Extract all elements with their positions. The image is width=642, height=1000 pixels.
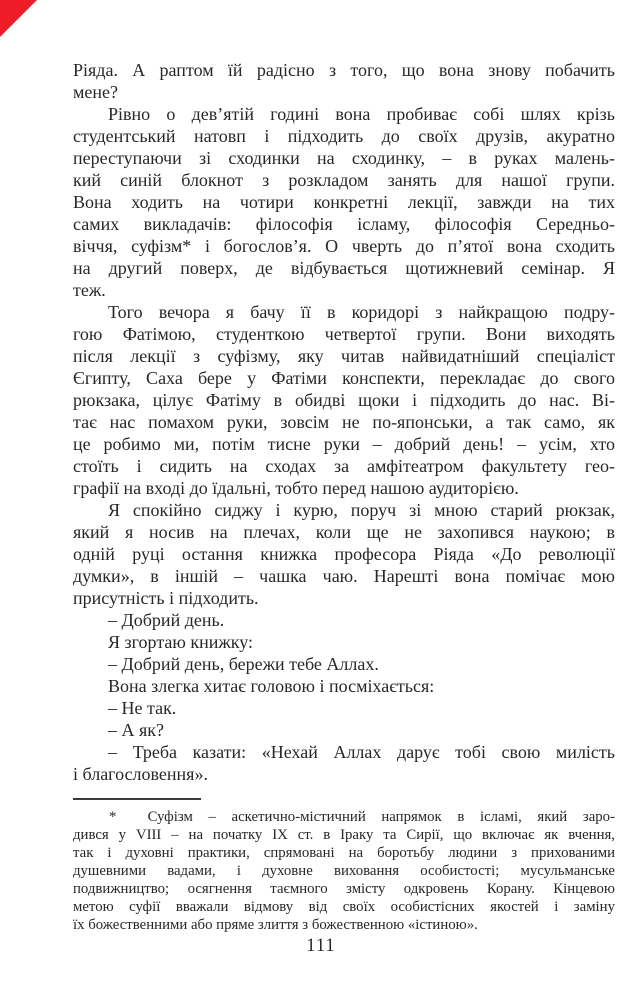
text-line: – А як? xyxy=(108,720,165,740)
text-line: метою суфії вважали відмову від своїх особистісних якостей і заміну xyxy=(73,899,615,915)
text-line: * Суфізм – аскетично-містичний напрямок в ісламі, який заро- xyxy=(109,809,615,825)
text-line: тає нас помахом руки, зовсім не по-японськи, а так само, як xyxy=(73,412,615,432)
paragraph xyxy=(73,719,615,741)
page-number: 111 xyxy=(306,936,336,956)
text-line: кий синій блокнот з розкладом занять для нашої групи. xyxy=(73,170,615,190)
paragraph xyxy=(73,808,615,934)
text-line: присутність і підходить. xyxy=(73,588,259,608)
text-line: одній руці остання книжка професора Ріяда «До революції xyxy=(73,544,615,564)
text-line: так і духовні практики, спрямовані на боротьбу людини з прихованими xyxy=(73,845,615,861)
text-line: після лекції з суфізму, яку читав найвидатніший спеціаліст xyxy=(73,346,615,366)
text-line: – Не так. xyxy=(108,698,177,718)
text-line: Я спокійно сиджу і курю, поруч зі мною старий рюкзак, xyxy=(108,500,615,520)
text-line: Рівно о дев’ятій годині вона пробиває собі шлях крізь xyxy=(108,104,615,124)
text-line: і благословення». xyxy=(73,764,208,784)
text-line: студентський натовп і підходить до своїх друзів, акуратно xyxy=(73,126,615,146)
paragraph xyxy=(73,59,615,103)
paragraph xyxy=(73,499,615,609)
text-line: стоїть і сидить на сходах за амфітеатром факультету гео- xyxy=(73,456,615,476)
body-text xyxy=(73,59,615,785)
text-line: це робимо ми, потім тисне руки – добрий день! – усім, хто xyxy=(73,434,615,454)
text-line: графії на вході до їдальні, тобто перед нашою аудиторією. xyxy=(73,478,519,498)
text-line: подвижництво; осягнення таємного змісту одкровень Корану. Кінцевою xyxy=(73,881,615,897)
text-line: самих викладачів: філософія ісламу, філософія Середньо- xyxy=(73,214,615,234)
red-corner-marker xyxy=(0,0,37,37)
text-line: на другий поверх, де відбувається щотижневий семінар. Я xyxy=(73,258,615,278)
paragraph xyxy=(73,741,615,785)
text-line: дився у VIII – на початку IX ст. в Іраку та Сирії, що включає як вчення, xyxy=(73,827,615,843)
paragraph xyxy=(73,301,615,499)
paragraph xyxy=(73,103,615,301)
text-line: їх божественними або пряме злиття з божественною «істиною». xyxy=(73,917,478,933)
text-line: Вона злегка хитає головою і посміхається: xyxy=(108,676,435,696)
text-line: віччя, суфізм* і богослов’я. О чверть до п’ятої вона сходить xyxy=(73,236,615,256)
text-line: – Треба казати: «Нехай Аллах дарує тобі свою милість xyxy=(108,742,615,762)
paragraph xyxy=(73,653,615,675)
text-line: – Добрий день. xyxy=(108,610,225,630)
text-line: Ріяда. А раптом їй радісно з того, що вона знову побачить xyxy=(73,60,615,80)
text-line: душевними вадами, і духовне виховання особистості; мусульманське xyxy=(73,863,615,879)
text-line: переступаючи зі сходинки на сходинку, – в руках малень- xyxy=(73,148,615,168)
text-line: Вона ходить на чотири конкретні лекції, завжди на тих xyxy=(73,192,615,212)
text-line: – Добрий день, бережи тебе Аллах. xyxy=(108,654,379,674)
text-line: рюкзака, цілує Фатіму в обидві щоки і підходить до нас. Ві- xyxy=(73,390,615,410)
text-line: Я згортаю книжку: xyxy=(108,632,254,652)
paragraph xyxy=(73,675,615,697)
text-line: Того вечора я бачу її в коридорі з найкращою подру- xyxy=(108,302,615,322)
text-line: думки», в іншій – чашка чаю. Нарешті вона помічає мою xyxy=(73,566,615,586)
paragraph xyxy=(73,609,615,631)
text-line: мене? xyxy=(73,82,118,102)
text-line: теж. xyxy=(73,280,106,300)
footnote-text xyxy=(73,808,615,934)
paragraph xyxy=(73,631,615,653)
text-line: який я носив на плечах, коли ще не захопився наукою; в xyxy=(73,522,615,542)
paragraph xyxy=(73,697,615,719)
footnote-separator xyxy=(73,798,201,800)
text-line: гою Фатімою, студенткою четвертої групи. Вони виходять xyxy=(73,324,615,344)
text-line: Єгипту, Саха бере у Фатіми конспекти, перекладає до свого xyxy=(73,368,615,388)
